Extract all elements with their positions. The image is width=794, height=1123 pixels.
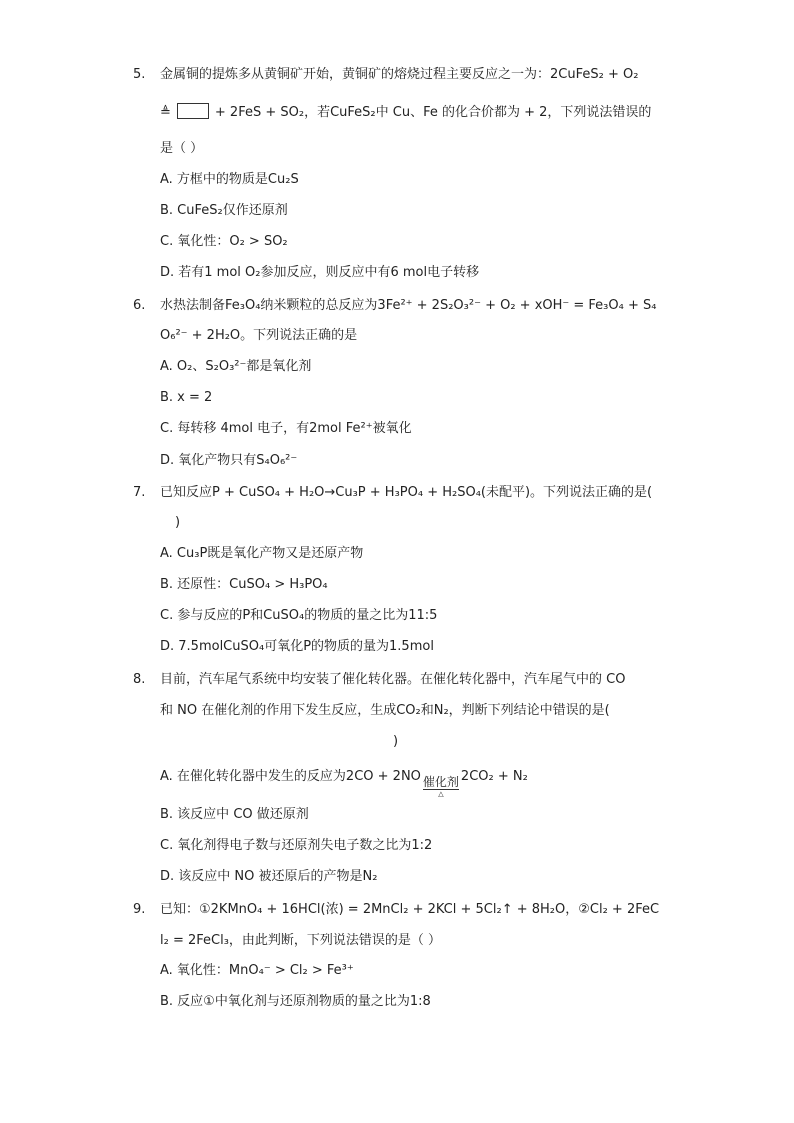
option-d: D. 氧化产物只有S₄O₆²⁻ — [160, 453, 298, 468]
option-a: A. Cu₃P既是氧化产物又是还原产物 — [160, 546, 364, 561]
question-stem-line: 金属铜的提炼多从黄铜矿开始，黄铜矿的熔烧过程主要反应之一为：2CuFeS₂ + O₂ — [160, 67, 639, 82]
question-stem-line: 和 NO 在催化剂的作用下发生反应，生成CO₂和N₂，判断下列结论中错误的是( — [160, 703, 610, 718]
option-a: A. 方框中的物质是Cu₂S — [160, 172, 299, 187]
question-stem-line: ) — [393, 734, 399, 749]
option-d: D. 若有1 mol O₂参加反应，则反应中有6 mol电子转移 — [160, 265, 480, 280]
catalyst-label: 催化剂 — [422, 775, 459, 789]
question-stem-line: ) — [175, 515, 181, 530]
option-a: A. O₂、S₂O₃²⁻都是氧化剂 — [160, 359, 312, 374]
question-stem-line: 已知：①2KMnO₄ + 16HCl(浓) = 2MnCl₂ + 2KCl + 5Cl₂↑ + 8H₂O，②Cl₂ + 2FeC — [160, 902, 660, 917]
option-a: A. 氧化性：MnO₄⁻ > Cl₂ > Fe³⁺ — [160, 963, 354, 978]
option-d: D. 该反应中 NO 被还原后的产物是N₂ — [160, 869, 378, 884]
option-b: B. 该反应中 CO 做还原剂 — [160, 807, 309, 822]
option-c: C. 参与反应的P和CuSO₄的物质的量之比为11:5 — [160, 608, 438, 623]
question-number: 9. — [133, 902, 146, 917]
question-number: 8. — [133, 672, 146, 687]
question-number: 6. — [133, 298, 146, 313]
question-stem-line: 已知反应P + CuSO₄ + H₂O→Cu₃P + H₃PO₄ + H₂SO₄(未配平)。下列说法正确的是( — [160, 485, 653, 500]
option-a — [160, 768, 528, 798]
option-b: B. 反应①中氧化剂与还原剂物质的量之比为1:8 — [160, 994, 431, 1009]
option-c: C. 每转移 4mol 电子，有2mol Fe²⁺被氧化 — [160, 421, 412, 436]
question-number: 5. — [133, 67, 146, 82]
heat-symbol: △ — [438, 790, 444, 798]
question-stem-line: l₂ = 2FeCl₃，由此判断，下列说法错误的是（ ） — [160, 933, 442, 948]
reaction-condition — [423, 775, 459, 798]
question-number: 7. — [133, 485, 146, 500]
option-c: C. 氧化性：O₂ > SO₂ — [160, 234, 288, 249]
equation-symbol: ≜ — [160, 105, 171, 120]
question-stem-line: 是（ ） — [160, 141, 204, 156]
option-c: C. 氧化剂得电子数与还原剂失电子数之比为1:2 — [160, 838, 433, 853]
reaction-products: 2CO₂ + N₂ — [460, 769, 528, 784]
reaction-line — [423, 789, 459, 790]
option-b: B. CuFeS₂仅作还原剂 — [160, 203, 288, 218]
question-stem-text: + 2FeS + SO₂，若CuFeS₂中 Cu、Fe 的化合价都为 + 2，下列说法错误的 — [214, 105, 652, 120]
answer-box — [177, 103, 209, 119]
option-a-text: A. 在催化转化器中发生的反应为2CO + 2NO — [160, 769, 421, 784]
question-stem-line: 目前，汽车尾气系统中均安装了催化转化器。在催化转化器中，汽车尾气中的 CO — [160, 672, 626, 687]
option-b: B. x = 2 — [160, 390, 213, 405]
option-b: B. 还原性：CuSO₄ > H₃PO₄ — [160, 577, 328, 592]
question-stem-line: 水热法制备Fe₃O₄纳米颗粒的总反应为3Fe²⁺ + 2S₂O₃²⁻ + O₂ + xOH⁻ = Fe₃O₄ + S₄ — [160, 298, 657, 313]
question-stem-line: O₆²⁻ + 2H₂O。下列说法正确的是 — [160, 328, 358, 343]
option-d: D. 7.5molCuSO₄可氧化P的物质的量为1.5mol — [160, 639, 434, 654]
question-stem-line — [160, 103, 651, 122]
